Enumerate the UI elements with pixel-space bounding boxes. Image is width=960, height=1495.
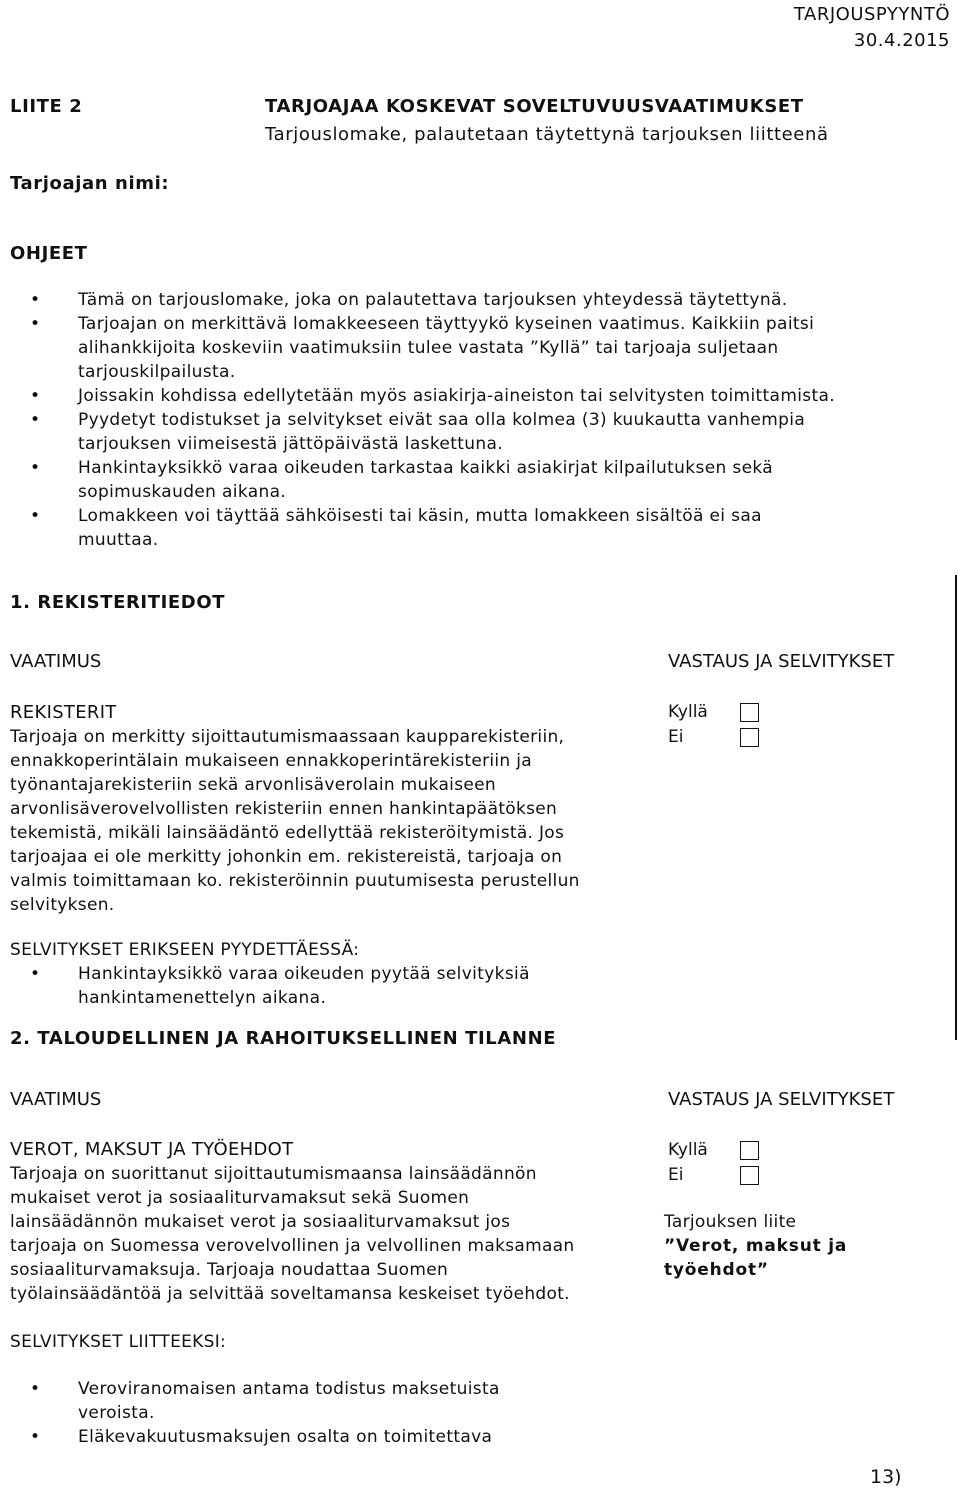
section-border: [955, 575, 957, 1040]
bullet-icon: •: [30, 1427, 41, 1447]
instruction-item: [10, 504, 910, 552]
section2-req-line: lainsäädännön mukaiset verot ja sosiaaliturvamaksut jos: [10, 1212, 511, 1232]
section1-extra-heading: SELVITYKSET ERIKSEEN PYYDETTÄESSÄ:: [10, 940, 360, 960]
section1-col-requirement: VAATIMUS: [10, 651, 102, 672]
section2-attach-item: [10, 1377, 710, 1425]
section1-col-answer: VASTAUS JA SELVITYKSET: [668, 651, 895, 672]
document-type: TARJOUSPYYNTÖ: [793, 4, 950, 25]
instruction-item: [10, 384, 910, 408]
bullet-icon: •: [30, 314, 41, 334]
section2-attach-line: Eläkevakuutusmaksujen osalta on toimitettava: [78, 1427, 493, 1447]
attachment-name-line1: ”Verot, maksut ja: [664, 1236, 848, 1256]
bullet-icon: •: [30, 964, 41, 984]
section2-col-answer: VASTAUS JA SELVITYKSET: [668, 1089, 895, 1110]
instruction-line: Tarjoajan on merkittävä lomakkeeseen täyttyykö kyseinen vaatimus. Kaikkiin paitsi: [78, 314, 815, 334]
section1-req-line: arvonlisäverovelvollisten rekisteriin ennen hankintapäätöksen: [10, 799, 558, 819]
section1-no-option[interactable]: [668, 725, 759, 750]
instruction-line: muuttaa.: [78, 530, 159, 550]
instruction-line: tarjouskilpailusta.: [78, 362, 236, 382]
section1-extra-list: [10, 962, 710, 1010]
section1-req-text: [10, 725, 580, 917]
instruction-line: Pyydetyt todistukset ja selvitykset eivät saa olla kolmea (3) kuukautta vanhempia: [78, 410, 806, 430]
section2-attach-line: veroista.: [78, 1403, 155, 1423]
section2-req-line: työlainsäädäntöä ja selvittää soveltamansa keskeiset työehdot.: [10, 1284, 570, 1304]
section2-req-line: Tarjoaja on suorittanut sijoittautumismaansa lainsäädännön: [10, 1164, 537, 1184]
instruction-item: [10, 456, 910, 504]
page-subtitle: Tarjouslomake, palautetaan täytettynä tarjouksen liitteenä: [265, 124, 829, 145]
section2-req-title: VEROT, MAKSUT JA TYÖEHDOT: [10, 1139, 294, 1160]
section1-req-line: selvityksen.: [10, 895, 115, 915]
section1-req-title: REKISTERIT: [10, 702, 117, 723]
section2-attach-line: Veroviranomaisen antama todistus maksetuista: [78, 1379, 500, 1399]
section2-attach-list: [10, 1377, 710, 1449]
section2-col-requirement: VAATIMUS: [10, 1089, 102, 1110]
section1-req-line: valmis toimittamaan ko. rekisteröinnin puutumisesta perustellun: [10, 871, 580, 891]
bullet-icon: •: [30, 290, 41, 310]
section2-req-text: [10, 1162, 574, 1306]
bullet-icon: •: [30, 410, 41, 430]
instruction-line: Lomakkeen voi täyttää sähköisesti tai käsin, mutta lomakkeen sisältöä ei saa: [78, 506, 762, 526]
no-label: Ei: [668, 1165, 684, 1185]
section2-attach-heading: SELVITYKSET LIITTEEKSI:: [10, 1332, 227, 1352]
instruction-line: Joissakin kohdissa edellytetään myös asiakirja-aineiston tai selvitysten toimittamista.: [78, 386, 836, 406]
document-date: 30.4.2015: [853, 30, 950, 51]
yes-label: Kyllä: [668, 1140, 708, 1160]
section2-req-line: sosiaaliturvamaksuja. Tarjoaja noudattaa Suomen: [10, 1260, 449, 1280]
section2-attach-item: [10, 1425, 710, 1449]
instruction-item: [10, 408, 910, 456]
page-number: 13): [870, 1466, 902, 1488]
section1-extra-item: [10, 962, 710, 1010]
yes-checkbox[interactable]: [740, 1141, 759, 1160]
section1-answer-options: [668, 700, 759, 750]
section1-title: 1. REKISTERITIEDOT: [10, 592, 226, 613]
instructions-heading: OHJEET: [10, 243, 88, 264]
instruction-item: [10, 312, 910, 384]
yes-label: Kyllä: [668, 702, 708, 722]
bullet-icon: •: [30, 386, 41, 406]
instruction-line: tarjouksen viimeisestä jättöpäivästä laskettuna.: [78, 434, 504, 454]
no-label: Ei: [668, 727, 684, 747]
section2-yes-option[interactable]: [668, 1138, 759, 1163]
instruction-line: alihankkijoita koskeviin vaatimuksiin tulee vastata ”Kyllä” tai tarjoaja suljetaan: [78, 338, 779, 358]
section1-req-line: tekemistä, mikäli lainsäädäntö edellyttää rekisteröitymistä. Jos: [10, 823, 565, 843]
no-checkbox[interactable]: [740, 728, 759, 747]
bullet-icon: •: [30, 458, 41, 478]
appendix-label: LIITE 2: [10, 96, 83, 117]
page-title: TARJOAJAA KOSKEVAT SOVELTUVUUSVAATIMUKSET: [265, 96, 804, 117]
section2-req-line: mukaiset verot ja sosiaaliturvamaksut sekä Suomen: [10, 1188, 470, 1208]
section1-extra-line: Hankintayksikkö varaa oikeuden pyytää selvityksiä: [78, 964, 530, 984]
instruction-item: [10, 288, 910, 312]
attachment-name-line2: työehdot”: [664, 1260, 769, 1280]
instructions-list: [10, 288, 910, 552]
attachment-label: Tarjouksen liite: [664, 1212, 797, 1232]
no-checkbox[interactable]: [740, 1166, 759, 1185]
bidder-name-label: Tarjoajan nimi:: [10, 173, 170, 194]
section2-no-option[interactable]: [668, 1163, 759, 1188]
section1-req-line: työnantajarekisteriin sekä arvonlisäverolain mukaiseen: [10, 775, 496, 795]
section1-yes-option[interactable]: [668, 700, 759, 725]
section1-req-line: tarjoajaa ei ole merkitty johonkin em. rekistereistä, tarjoaja on: [10, 847, 563, 867]
section2-title: 2. TALOUDELLINEN JA RAHOITUKSELLINEN TILANNE: [10, 1028, 557, 1049]
yes-checkbox[interactable]: [740, 703, 759, 722]
section2-answer-options: [668, 1138, 759, 1188]
bullet-icon: •: [30, 1379, 41, 1399]
section1-req-line: Tarjoaja on merkitty sijoittautumismaassaan kaupparekisteriin,: [10, 727, 565, 747]
section1-req-line: ennakkoperintälain mukaiseen ennakkoperintärekisteriin ja: [10, 751, 532, 771]
section1-extra-line: hankintamenettelyn aikana.: [78, 988, 327, 1008]
bullet-icon: •: [30, 506, 41, 526]
section2-req-line: tarjoaja on Suomessa verovelvollinen ja velvollinen maksamaan: [10, 1236, 575, 1256]
instruction-line: Tämä on tarjouslomake, joka on palautettava tarjouksen yhteydessä täytettynä.: [78, 290, 788, 310]
instruction-line: sopimuskauden aikana.: [78, 482, 287, 502]
instruction-line: Hankintayksikkö varaa oikeuden tarkastaa kaikki asiakirjat kilpailutuksen sekä: [78, 458, 774, 478]
